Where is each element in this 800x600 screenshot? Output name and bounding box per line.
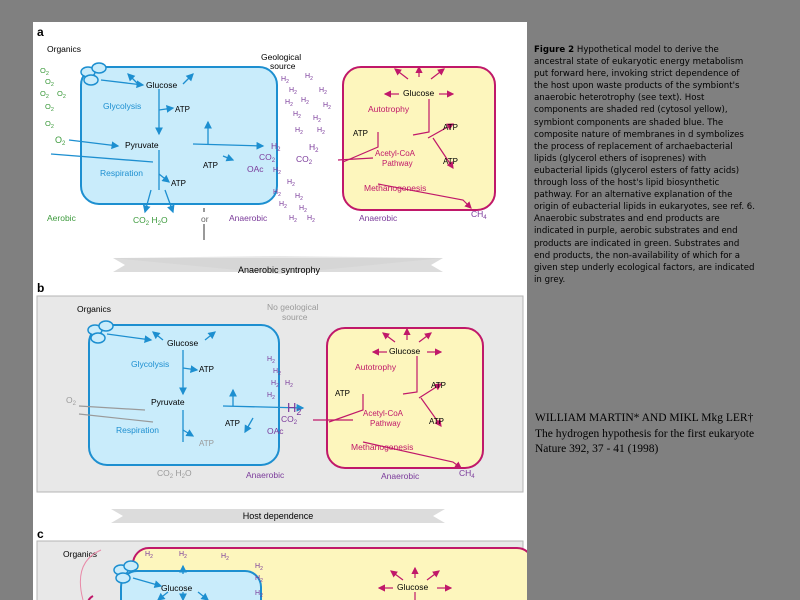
svg-text:O2: $O_2$ (40, 66, 49, 77)
svg-text:H2: $H_2$ (255, 563, 263, 572)
svg-text:H2: $H_2$ (267, 392, 275, 401)
panel-a-anaerobic-2: Anaerobic (359, 213, 398, 223)
svg-text:H2: $H_2$ (295, 193, 303, 202)
svg-text:H2: $H_2$ (221, 553, 229, 562)
panel-a-host-atp-1: ATP (353, 129, 368, 138)
svg-text:H2: $H_2$ (267, 356, 275, 365)
panel-a-geo-source-2: source (270, 61, 296, 71)
panel-b-co2-product: $CO_2$ (281, 414, 298, 426)
panel-b-transporter (99, 321, 113, 331)
panel-a-or: or (201, 214, 209, 224)
panel-b-pyruvate: Pyruvate (151, 397, 185, 407)
panel-a-transporter (84, 75, 98, 85)
caption-text: Hypothetical model to derive the ancestral state of eukaryotic energy metabolism put forward here, invoking strict dependence of the host upon waste products of the symbiont's anaerobic heterotrophy (see text). Host components are shaded red (cytosol yellow), symbiont components are shaded blue. The composite nature of membranes in d symbolizes the process of replacement of archaebacterial lipids (glycerol ethers of isoprenes) with eubacterial lipids (glycerol esters of fatty acids) through loss of the host's lipid biosynthetic pathway. For an alternative explanation of the origin of eubacterial lipids in eukaryotes, see ref. 6. Anaerobic substrates and end products are indicated in purple, aerobic substrates and end products are indicated in green. Substrates and end products, the non-availability of which for a given step underly ecological factors, are indicated in grey. (534, 45, 755, 285)
svg-text:H2: $H_2$ (281, 76, 289, 85)
svg-text:H2: $H_2$ (285, 380, 293, 389)
citation-block (535, 411, 797, 458)
panel-b-host-glucose: Glucose (389, 346, 421, 356)
panel-b-respiration: Respiration (116, 425, 159, 435)
panel-b-autotrophy: Autotrophy (355, 362, 397, 372)
panel-b-no-geo-1: No geological (267, 302, 319, 312)
panel-b-ch4: $CH_4$ (459, 468, 475, 480)
panel-b-acetyl-1: Acetyl-CoA (363, 409, 404, 418)
panel-a-glycolysis: Glycolysis (103, 101, 142, 111)
svg-text:O2: $O_2$ (45, 102, 54, 113)
svg-text:H2: $H_2$ (285, 99, 293, 108)
panel-c-transporter (116, 573, 130, 583)
panel-a-anaerobic-1: Anaerobic (229, 213, 268, 223)
svg-text:H2: $H_2$ (289, 215, 297, 224)
panel-a-co2-h2o: $CO_2$ $H_2O$ (133, 215, 168, 227)
panel-a-respiration: Respiration (100, 168, 143, 178)
panel-a (33, 22, 527, 240)
panel-b-glycolysis: Glycolysis (131, 359, 170, 369)
panel-b-letter: b (37, 281, 45, 295)
panel-c-organics-label: Organics (63, 549, 98, 559)
svg-text:H2: $H_2$ (317, 127, 325, 136)
panel-c (37, 527, 527, 600)
panel-a-geo-source-1: Geological (261, 52, 302, 62)
transition-2-label: Host dependence (242, 511, 314, 521)
panel-a-glucose: Glucose (146, 80, 178, 90)
figure-caption (534, 44, 756, 286)
panel-c-glucose: Glucose (161, 583, 193, 593)
caption-figure-label: Figure 2 (534, 45, 575, 55)
svg-text:O2: $O_2$ (57, 89, 66, 100)
panel-a-atp-3: ATP (171, 179, 186, 188)
panel-a-atp-2: ATP (203, 161, 218, 170)
panel-b-glucose: Glucose (167, 338, 199, 348)
svg-text:O2: $O_2$ (40, 89, 49, 100)
citation-source: Nature 392, 37 - 41 (1998) (535, 443, 659, 455)
svg-text:H2: $H_2$ (255, 590, 263, 599)
svg-text:H2: $H_2$ (319, 87, 327, 96)
panel-b-anaerobic-1: Anaerobic (246, 470, 285, 480)
panel-b (37, 281, 523, 492)
panel-a-host-atp-3: ATP (443, 157, 458, 166)
svg-text:H2: $H_2$ (299, 205, 307, 214)
panel-a-oac: OAc (247, 164, 264, 174)
svg-text:H2: $H_2$ (273, 167, 281, 176)
panel-b-atp-2: ATP (225, 419, 240, 428)
figure-2-diagram (33, 22, 527, 600)
panel-b-no-geo-2: source (282, 312, 308, 322)
panel-a-methanogenesis: Methanogenesis (364, 183, 427, 193)
panel-b-acetyl-2: Pathway (370, 419, 401, 428)
svg-text:H2: $H_2$ (179, 551, 187, 560)
panel-b-atp-1: ATP (199, 365, 214, 374)
panel-a-co2-product: $CO_2$ (259, 152, 276, 164)
panel-c-letter: c (37, 527, 44, 541)
panel-b-host-atp-2: ATP (431, 381, 446, 390)
panel-b-host-atp-3: ATP (429, 417, 444, 426)
panel-a-acetyl-1: Acetyl-CoA (375, 149, 416, 158)
svg-text:H2: $H_2$ (273, 189, 281, 198)
svg-text:H2: $H_2$ (307, 215, 315, 224)
panel-c-host-glucose: Glucose (397, 582, 429, 592)
panel-a-host-glucose: Glucose (403, 88, 435, 98)
svg-text:O2: $O_2$ (45, 77, 54, 88)
svg-text:H2: $H_2$ (279, 201, 287, 210)
transition-1-label: Anaerobic syntrophy (237, 265, 321, 275)
svg-text:H2: $H_2$ (255, 575, 263, 584)
svg-text:H2: $H_2$ (323, 102, 331, 111)
panel-a-acetyl-2: Pathway (382, 159, 413, 168)
panel-b-host-atp-1: ATP (335, 389, 350, 398)
svg-text:H2: $H_2$ (289, 87, 297, 96)
panel-b-anaerobic-2: Anaerobic (381, 471, 420, 481)
svg-text:H2: $H_2$ (271, 380, 279, 389)
citation-title: The hydrogen hypothesis for the first eukaryote (535, 427, 755, 440)
transition-arrow-2 (111, 509, 445, 523)
panel-b-o2: $O_2$ (66, 395, 76, 407)
panel-b-organics-label: Organics (77, 304, 112, 314)
panel-a-ch4: $CH_4$ (471, 209, 487, 221)
panel-a-co2-input: $CO_2$ (296, 154, 313, 166)
citation-authors: WILLIAM MARTIN* AND MIKL Mkg LER† (535, 412, 754, 424)
svg-text:H2: $H_2$ (287, 179, 295, 188)
svg-text:H2: $H_2$ (305, 73, 313, 82)
panel-a-organics-label: Organics (47, 44, 82, 54)
panel-a-autotrophy: Autotrophy (368, 104, 410, 114)
panel-a-atp-1: ATP (175, 105, 190, 114)
panel-a-h2-input: $H_2$ (309, 142, 319, 154)
svg-text:H2: $H_2$ (145, 551, 153, 560)
transition-arrow-1 (113, 256, 443, 275)
panel-b-co2-h2o: $CO_2$ $H_2O$ (157, 468, 192, 480)
panel-b-transporter (91, 333, 105, 343)
panel-a-h2-product: $H_2$ (271, 141, 281, 153)
panel-c-transporter (124, 561, 138, 571)
svg-text:H2: $H_2$ (295, 127, 303, 136)
panel-b-methanogenesis: Methanogenesis (351, 442, 414, 452)
panel-b-oac: OAc (267, 426, 284, 436)
svg-text:H2: $H_2$ (313, 115, 321, 124)
panel-a-aerobic-label: Aerobic (47, 213, 76, 223)
svg-text:H2: $H_2$ (273, 368, 281, 377)
panel-b-atp-3: ATP (199, 439, 214, 448)
panel-a-host-atp-2: ATP (443, 123, 458, 132)
panel-a-letter: a (37, 25, 44, 39)
svg-text:H2: $H_2$ (301, 97, 309, 106)
panel-a-pyruvate: Pyruvate (125, 140, 159, 150)
svg-text:O2: $O_2$ (55, 135, 66, 147)
svg-text:H2: $H_2$ (293, 111, 301, 120)
panel-a-transporter (92, 63, 106, 73)
svg-text:O2: $O_2$ (45, 119, 54, 130)
panel-b-h2-product: $H_2$ (287, 400, 302, 417)
